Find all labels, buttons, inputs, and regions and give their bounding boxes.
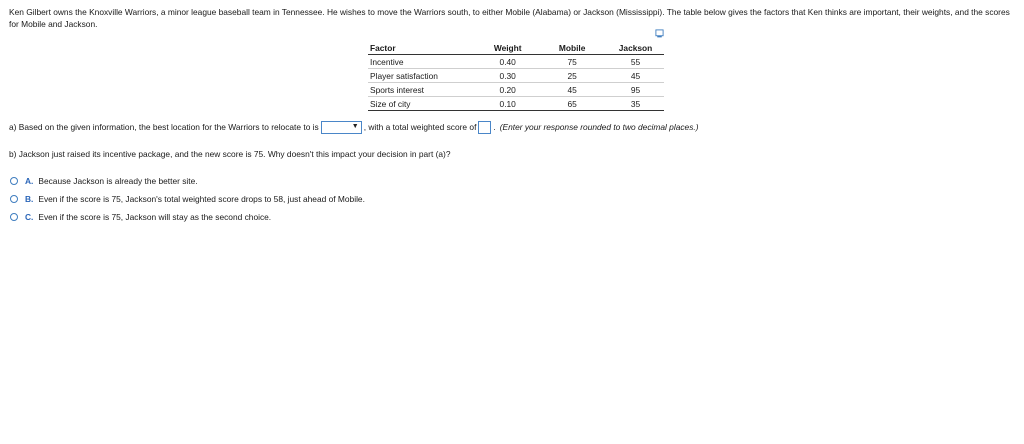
table-row	[368, 55, 664, 69]
option-text: Even if the score is 75, Jackson will stay as the second choice.	[38, 212, 272, 222]
radio-icon[interactable]	[10, 195, 18, 203]
table-row	[368, 69, 664, 83]
table-cell: Sports interest	[368, 83, 478, 97]
header-jackson: Jackson	[607, 41, 664, 55]
part-a-middle: , with a total weighted score of	[363, 122, 477, 132]
location-dropdown[interactable]	[321, 121, 362, 134]
table-cell: Size of city	[368, 97, 478, 111]
header-weight: Weight	[478, 41, 537, 55]
part-a-prefix: a) Based on the given information, the best location for the Warriors to relocate to is	[9, 122, 319, 132]
problem-statement: Ken Gilbert owns the Knoxville Warriors, a minor league baseball team in Tennessee. He wishes to move the Warriors south, to either Mobile (Alabama) or Jackson (Mississippi). The table below gives the factors that Ken thinks are important, their weights, and the scores for Mobile and Jackson.	[9, 7, 1010, 29]
header-mobile: Mobile	[537, 41, 607, 55]
table-cell: Player satisfaction	[368, 69, 478, 83]
table-cell: 0.40	[478, 55, 537, 69]
table-cell: 0.20	[478, 83, 537, 97]
table-cell: 95	[607, 83, 664, 97]
table-cell: 0.30	[478, 69, 537, 83]
table-cell: 55	[607, 55, 664, 69]
table-cell: 0.10	[478, 97, 537, 111]
chevron-down-icon: ▼	[351, 122, 359, 130]
table-cell: 45	[537, 83, 607, 97]
copy-table-icon[interactable]	[655, 29, 664, 38]
table-cell: 65	[537, 97, 607, 111]
table-cell: 75	[537, 55, 607, 69]
table-row	[368, 97, 664, 111]
part-b-question: b) Jackson just raised its incentive package, and the new score is 75. Why doesn't this impact your decision in part (a)?	[9, 149, 451, 159]
rounding-hint: (Enter your response rounded to two decimal places.)	[499, 122, 699, 132]
option-text: Because Jackson is already the better site.	[38, 176, 198, 186]
table-cell: 45	[607, 69, 664, 83]
radio-icon[interactable]	[10, 213, 18, 221]
part-a-suffix: .	[493, 122, 496, 132]
option-text: Even if the score is 75, Jackson's total weighted score drops to 58, just ahead of Mobile.	[38, 194, 365, 204]
option-letter: B.	[25, 194, 34, 204]
radio-icon[interactable]	[10, 177, 18, 185]
table-cell: 25	[537, 69, 607, 83]
option-a[interactable]	[10, 176, 198, 186]
table-header-row	[368, 41, 664, 55]
factor-table	[368, 41, 664, 111]
table-cell: Incentive	[368, 55, 478, 69]
table-cell: 35	[607, 97, 664, 111]
option-letter: C.	[25, 212, 34, 222]
table-row	[368, 83, 664, 97]
option-letter: A.	[25, 176, 34, 186]
option-c[interactable]	[10, 212, 271, 222]
part-a-question	[9, 120, 699, 134]
option-b[interactable]	[10, 194, 365, 204]
weighted-score-input[interactable]	[478, 121, 491, 134]
header-factor: Factor	[368, 41, 478, 55]
